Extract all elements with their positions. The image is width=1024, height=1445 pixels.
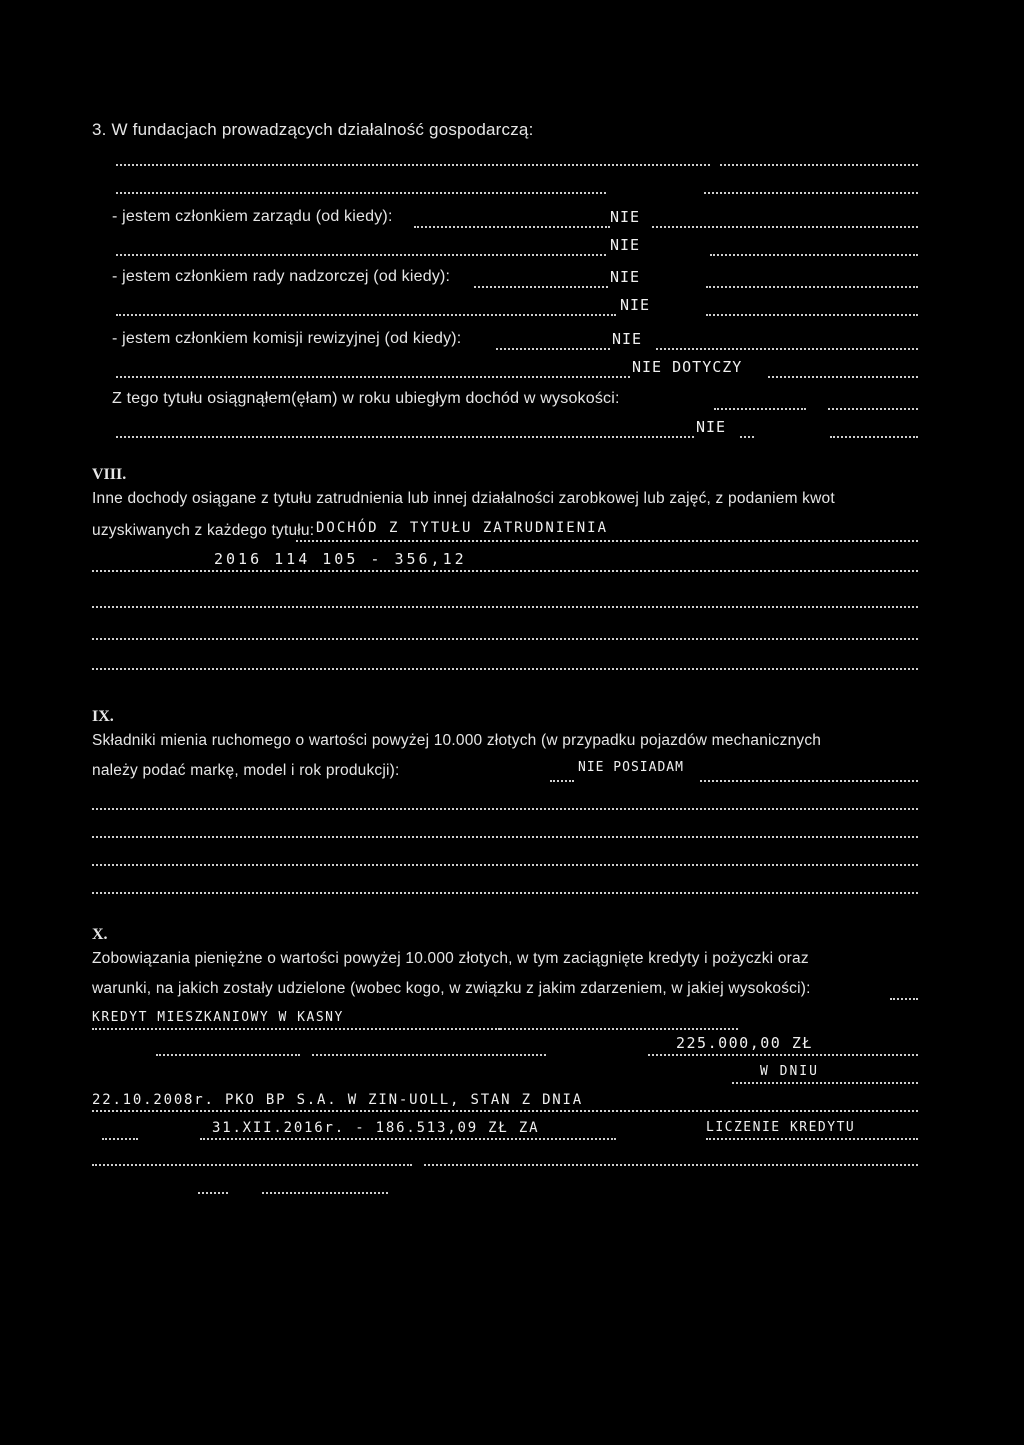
dotted-line: [656, 348, 918, 350]
dotted-line: [424, 1164, 918, 1166]
dotted-line: [648, 1054, 918, 1056]
section10-answer3: W DNIU: [760, 1064, 819, 1079]
section10-answer6: LICZENIE KREDYTU: [706, 1120, 856, 1135]
dotted-line: [92, 570, 918, 572]
dotted-line: [92, 638, 918, 640]
dotted-line: [102, 1138, 138, 1140]
dotted-line: [706, 1138, 918, 1140]
income-label: Z tego tytułu osiągnąłem(ęłam) w roku ubiegłym dochód w wysokości:: [112, 390, 620, 407]
section8-text-line2: uzyskiwanych z każdego tytułu:: [92, 522, 315, 539]
dotted-line: [92, 892, 918, 894]
dotted-line: [92, 1164, 412, 1166]
audit-committee-answer-2: NIE DOTYCZY: [632, 358, 743, 376]
section10-answer2: 225.000,00 ZŁ: [676, 1034, 813, 1052]
dotted-line: [830, 436, 918, 438]
dotted-line: [92, 836, 918, 838]
dotted-line: [92, 668, 918, 670]
dotted-line: [116, 314, 616, 316]
dotted-line: [706, 286, 918, 288]
dotted-line: [92, 1110, 918, 1112]
dotted-line: [92, 1028, 500, 1030]
dotted-line: [156, 1054, 300, 1056]
dotted-line: [414, 226, 610, 228]
section9-number: IX.: [92, 708, 114, 725]
dotted-line: [714, 408, 806, 410]
dotted-line: [116, 254, 606, 256]
dotted-line: [116, 376, 630, 378]
dotted-line: [116, 436, 694, 438]
dotted-line: [474, 286, 608, 288]
dotted-line: [740, 436, 754, 438]
dotted-line: [500, 1028, 738, 1030]
section9-answer: NIE POSIADAM: [578, 760, 684, 775]
board-member-answer-2: NIE: [610, 236, 641, 254]
audit-committee-label: - jestem członkiem komisji rewizyjnej (od kiedy):: [112, 330, 462, 347]
section10-text-line1: Zobowiązania pieniężne o wartości powyżej 10.000 złotych, w tym zaciągnięte kredyty i pożyczki oraz: [92, 950, 809, 967]
board-member-answer: NIE: [610, 208, 641, 226]
section10-text-line2: warunki, na jakich zostały udzielone (wobec kogo, w związku z jakim zdarzeniem, w jakiej wysokości):: [92, 980, 811, 997]
dotted-line: [652, 226, 918, 228]
section8-number: VIII.: [92, 466, 127, 483]
section10-answer4: 22.10.2008r. PKO BP S.A. W ZIN-UOLL, STAN Z DNIA: [92, 1092, 583, 1108]
dotted-line: [704, 192, 918, 194]
dotted-line: [890, 998, 918, 1000]
section3-heading: 3. W fundacjach prowadzących działalność gospodarczą:: [92, 120, 534, 139]
dotted-line: [732, 1082, 918, 1084]
dotted-line: [496, 348, 610, 350]
section9-text-line1: Składniki mienia ruchomego o wartości powyżej 10.000 złotych (w przypadku pojazdów mechanicznych: [92, 732, 822, 749]
section8-answer2: 2016 114 105 - 356,12: [214, 550, 467, 568]
dotted-line: [296, 540, 918, 542]
dotted-line: [828, 408, 918, 410]
dotted-line: [92, 808, 918, 810]
dotted-line: [92, 864, 918, 866]
income-answer: NIE: [696, 418, 727, 436]
dotted-line: [550, 780, 574, 782]
dotted-line: [116, 164, 710, 166]
section8-text-line1: Inne dochody osiągane z tytułu zatrudnienia lub innej działalności zarobkowej lub zajęć, z podaniem kwot: [92, 490, 835, 507]
dotted-line: [198, 1192, 228, 1194]
supervisory-board-answer-2: NIE: [620, 296, 651, 314]
board-member-label: - jestem członkiem zarządu (od kiedy):: [112, 208, 393, 225]
dotted-line: [116, 192, 606, 194]
section10-number: X.: [92, 926, 108, 943]
section10-answer1: KREDYT MIESZKANIOWY W KASNY: [92, 1010, 344, 1025]
dotted-line: [768, 376, 918, 378]
dotted-line: [262, 1192, 388, 1194]
dotted-line: [92, 606, 918, 608]
section8-answer1: DOCHÓD Z TYTUŁU ZATRUDNIENIA: [316, 520, 609, 536]
dotted-line: [700, 780, 918, 782]
dotted-line: [312, 1054, 546, 1056]
supervisory-board-answer: NIE: [610, 268, 641, 286]
dotted-line: [200, 1138, 616, 1140]
dotted-line: [710, 254, 918, 256]
dotted-line: [706, 314, 918, 316]
supervisory-board-label: - jestem członkiem rady nadzorczej (od kiedy):: [112, 268, 451, 285]
audit-committee-answer: NIE: [612, 330, 643, 348]
section10-answer5: 31.XII.2016r. - 186.513,09 ZŁ ZA: [212, 1120, 540, 1136]
section9-text-line2: należy podać markę, model i rok produkcji):: [92, 762, 400, 779]
dotted-line: [720, 164, 918, 166]
